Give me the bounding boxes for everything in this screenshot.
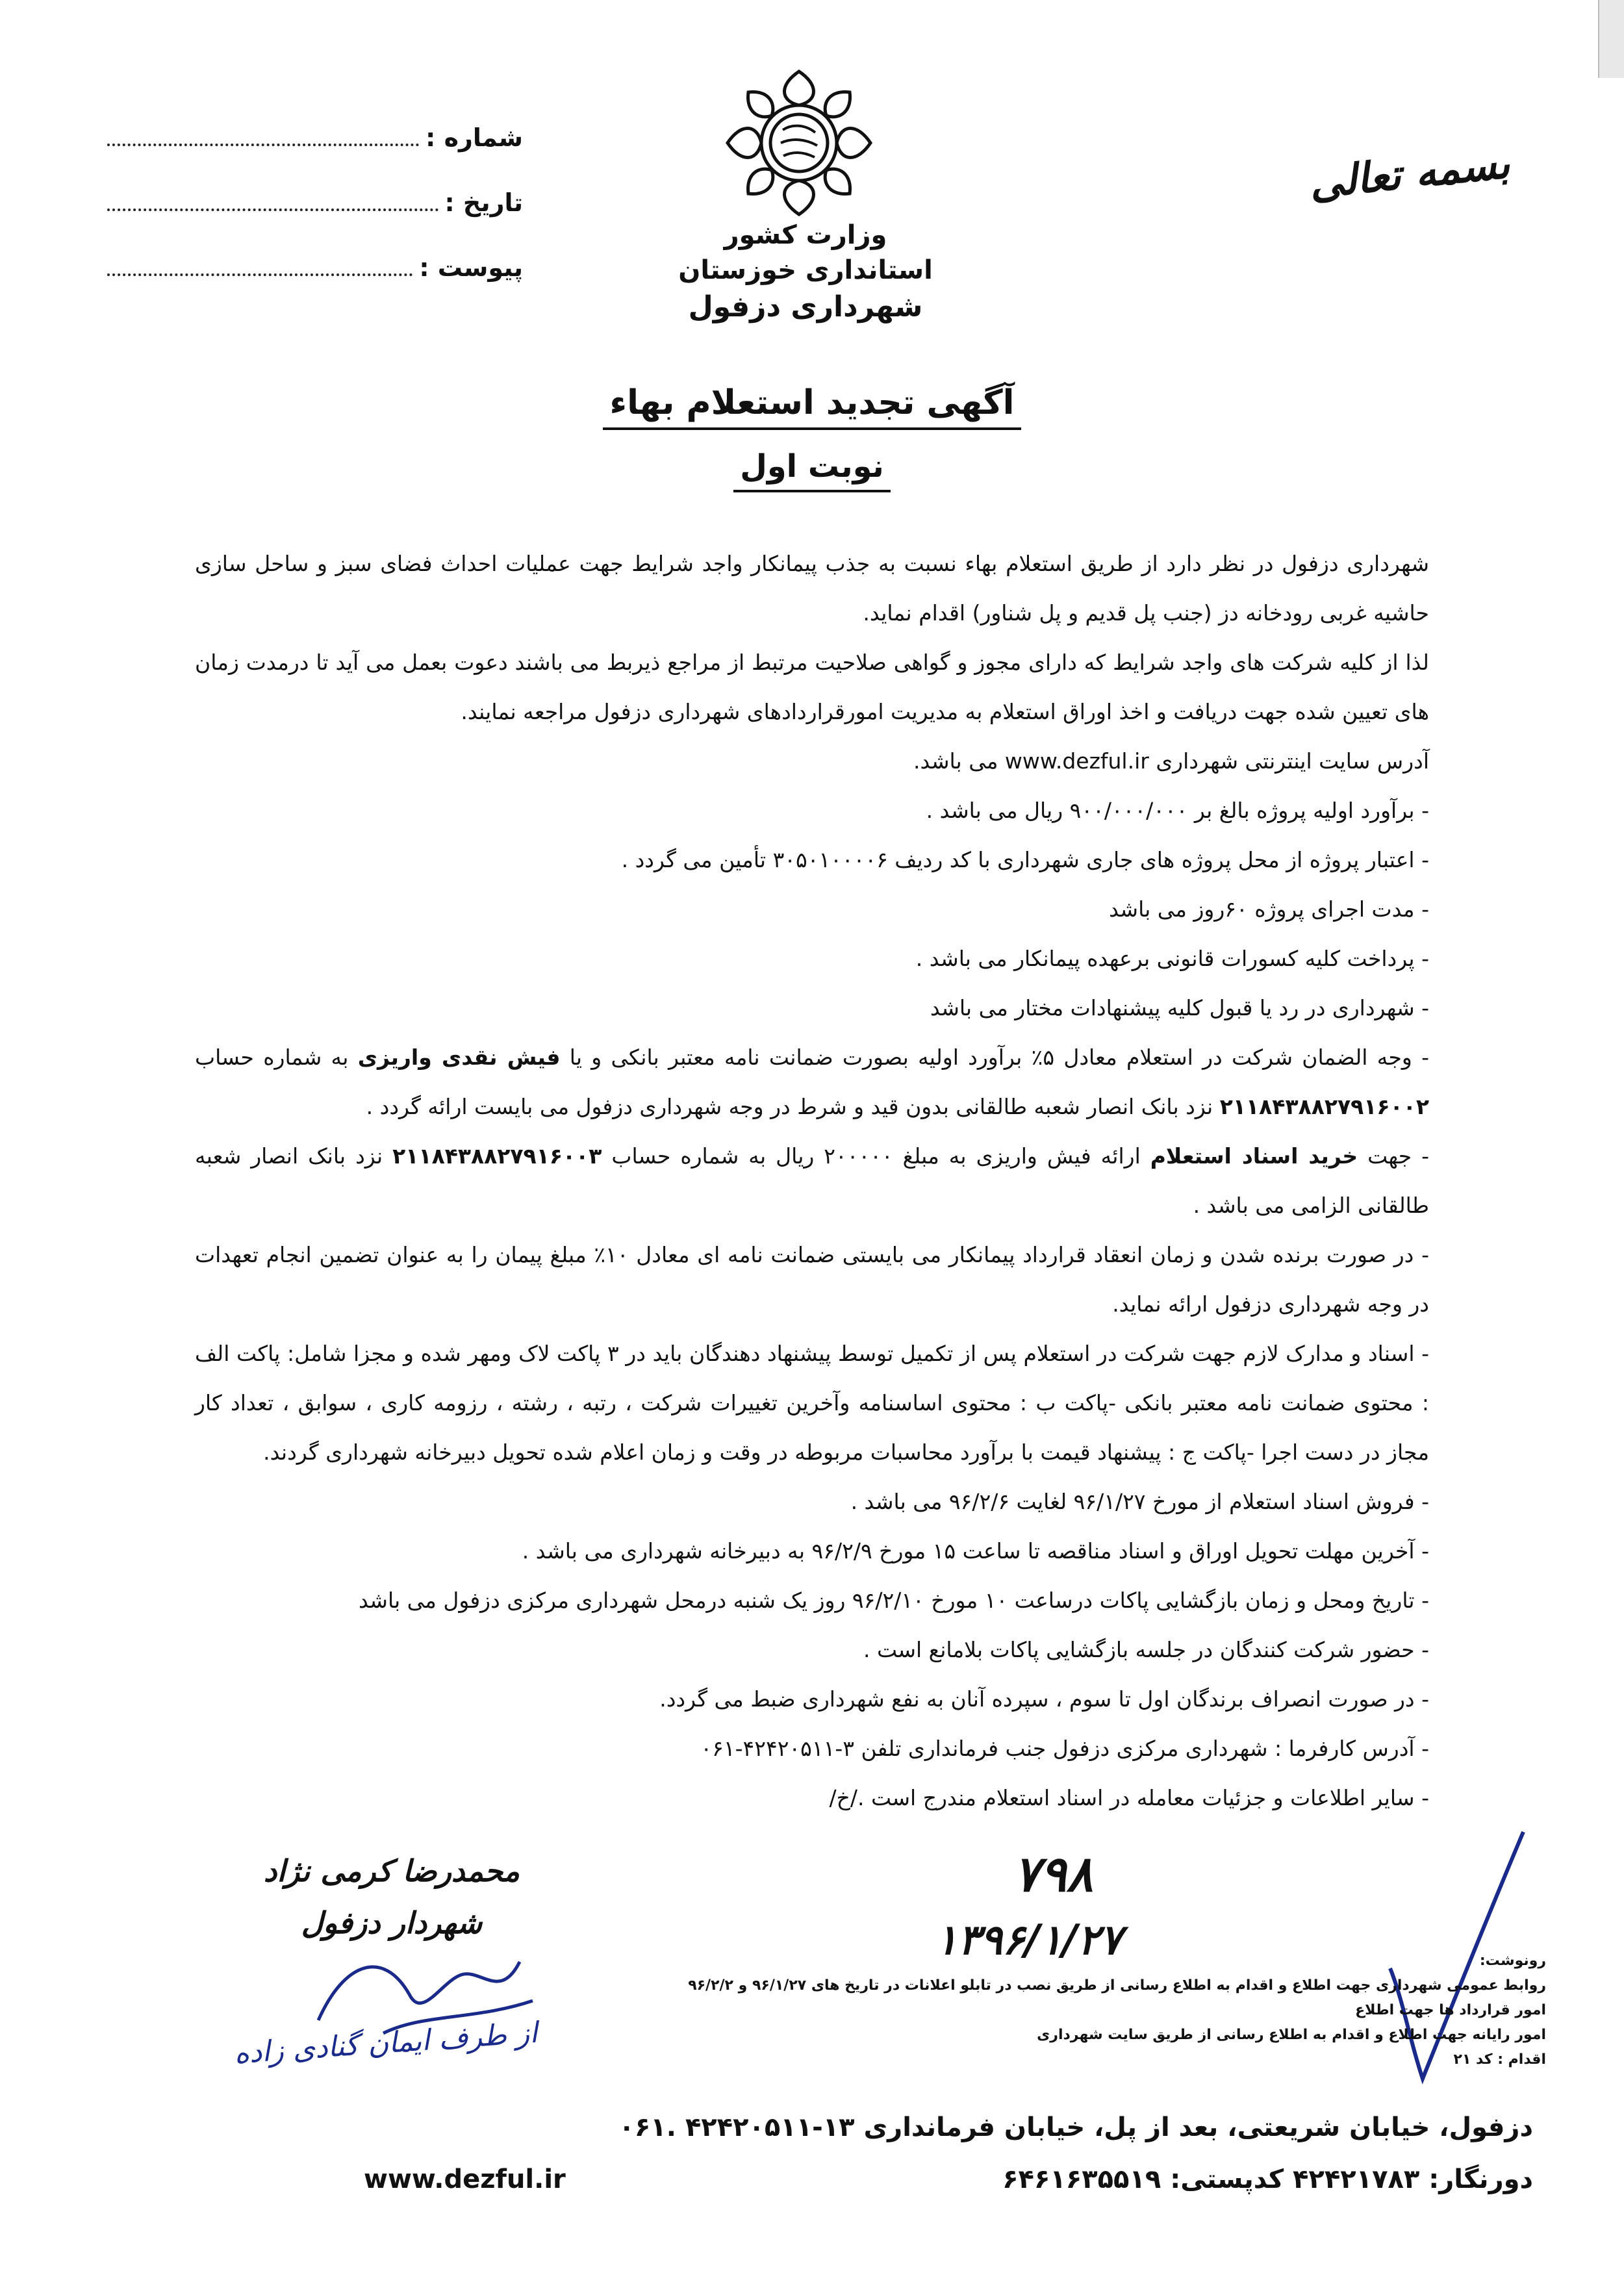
item-attendance: - حضور شرکت کنندگان در جلسه بازگشایی پاکات بلامانع است . <box>863 1637 1429 1662</box>
cc-label: رونوشت: <box>1479 1953 1546 1969</box>
basmala: بسمه تعالی <box>1307 139 1513 209</box>
notice-title: آگهی تجدید استعلام بهاء <box>603 383 1021 430</box>
item-deadline: - آخرین مهلت تحویل اوراق و اسناد مناقصه تا ساعت ۱۵ مورخ ۹۶/۲/۹ به دبیرخانه شهرداری می باشد . <box>522 1538 1429 1564</box>
website-line: آدرس سایت اینترنتی شهرداری www.dezful.ir می باشد. <box>913 748 1429 774</box>
guarantee-text-a: - وجه الضمان شرکت در استعلام معادل ۵٪ برآورد اولیه بصورت ضمانت نامه معتبر بانکی و یا <box>560 1045 1429 1070</box>
handwritten-letter-number: ۷۹۸ <box>1013 1845 1093 1903</box>
government-header <box>676 218 935 327</box>
meta-attachment-line <box>107 254 412 276</box>
cc-line-public-relations: روابط عمومی شهرداری جهت اطلاع و اقدام به اطلاع رسانی از طریق نصب در تابلو اعلانات در تاریخ های ۹۶/۱/۲۷ و ۹۶/۲/۲ <box>688 1977 1546 1994</box>
handwritten-letter-date: ۱۳۹۶/۱/۲۷ <box>935 1916 1123 1964</box>
footer-address: دزفول، خیابان شریعتی، بعد از پل، خیابان فرمانداری ۱۳-۴۲۴۲۰۵۱۱ .۰۶۱ <box>618 2112 1533 2142</box>
notice-subtitle: نوبت اول <box>733 448 891 492</box>
meta-number-row <box>107 123 523 188</box>
item-other-info: - سایر اطلاعات و جزئیات معامله در اسناد استعلام مندرج است ./خ/ <box>829 1785 1429 1810</box>
province-name: استانداری خوزستان <box>678 255 933 285</box>
purchase-text-c: نزد بانک انصار شعبه طالقانی الزامی می باشد . <box>195 1143 1429 1218</box>
page-corner-edge <box>1598 0 1624 78</box>
guarantee-account-number: ۲۱۱۸۴۳۸۸۲۷۹۱۶۰۰۲ <box>1219 1094 1429 1119</box>
cc-line-contracts: امور قرارداد ها جهت اطلاع <box>1355 2002 1546 2018</box>
guarantee-text-c: نزد بانک انصار شعبه طالقانی بدون قید و شرط در وجه شهرداری دزفول می بایست ارائه گردد . <box>366 1094 1220 1119</box>
copy-to-block <box>688 1949 1546 2072</box>
meta-date-row <box>107 188 523 253</box>
item-rights: - شهرداری در رد یا قبول کلیه پیشنهادات مختار می باشد <box>930 995 1429 1021</box>
cc-line-it: امور رایانه جهت اطلاع و اقدام به اطلاع رسانی از طریق سایت شهرداری <box>1037 2027 1546 2043</box>
meta-attachment-row <box>107 253 523 318</box>
guarantee-cash-receipt: فیش نقدی واریزی <box>357 1045 561 1070</box>
letterhead-footer <box>364 2101 1533 2205</box>
item-sale-dates: - فروش اسناد استعلام از مورخ ۹۶/۱/۲۷ لغایت ۹۶/۲/۶ می باشد . <box>850 1489 1429 1514</box>
purchase-paragraph <box>195 1132 1429 1230</box>
invitation-paragraph: لذا از کلیه شرکت های واجد شرایط که دارای مجوز و گواهی صلاحیت مرتبط از مراجع ذیربط می باشند دعوت بعمل می آید تا درمدت زمان های تعیین شده جهت دریافت و اخذ اوراق استعلام به مدیریت امورقراردادهای شهرداری دزفول مراجعه نمایند. <box>195 650 1429 724</box>
meta-number-line <box>107 124 419 146</box>
winner-paragraph: - در صورت برنده شدن و زمان انعقاد قرارداد پیمانکار می بایستی ضمانت نامه ای معادل ۱۰٪ مبلغ پیمان را به عنوان تضمین انجام تعهدات در وجه شهرداری دزفول ارائه نماید. <box>195 1242 1429 1317</box>
guarantee-text-b: به شماره حساب <box>195 1045 358 1070</box>
purchase-text-a: - جهت <box>1358 1143 1430 1169</box>
municipality-name: شهرداری دزفول <box>688 290 923 324</box>
item-opening: - تاریخ ومحل و زمان بازگشایی پاکات درساعت ۱۰ مورخ ۹۶/۲/۱۰ روز یک شنبه درمحل شهرداری مرکزی دزفول می باشد <box>358 1588 1429 1613</box>
documents-paragraph: - اسناد و مدارک لازم جهت شرکت در استعلام پس از تکمیل توسط پیشنهاد دهندگان باید در ۳ پاکت لاک ومهر شده و مجزا شامل: پاکت الف : محتوی ضمانت نامه معتبر بانکی -پاکت ب : محتوی اساسنامه وآخرین تغییرات شرکت ، رتبه ، رشته ، رزومه کاری ، سوابق ، تعداد کار مجاز در دست اجرا -پاکت ج : پیشنهاد قیمت با برآورد محاسبات مربوطه در وقت و زمان اعلام شده تحویل دبیرخانه شهرداری گردند. <box>195 1341 1430 1465</box>
meta-date-label: تاریخ : <box>444 188 523 217</box>
purchase-text-b: ارائه فیش واریزی به مبلغ ۲۰۰۰۰۰ ریال به شماره حساب <box>602 1143 1150 1169</box>
meta-number-label: شماره : <box>425 123 523 152</box>
notice-subtitle-wrap <box>0 448 1624 492</box>
purchase-account-number: ۲۱۱۸۴۳۸۸۲۷۹۱۶۰۰۳ <box>392 1143 602 1169</box>
signatory-position: شهردار دزفول <box>301 1905 483 1940</box>
letter-meta-block <box>107 123 523 318</box>
item-duration: - مدت اجرای پروژه ۶۰روز می باشد <box>1109 896 1429 922</box>
footer-website: www.dezful.ir <box>364 2164 566 2194</box>
ministry-name: وزارت کشور <box>724 220 887 250</box>
notice-body <box>195 539 1429 1823</box>
footer-contact-row <box>364 2153 1533 2205</box>
purchase-docs-bold: خرید اسناد استعلام <box>1150 1143 1358 1169</box>
notice-title-wrap <box>0 383 1624 430</box>
signature-on-behalf: از طرف ایمان گنادی زاده <box>233 2016 539 2071</box>
item-budget: - اعتبار پروژه از محل پروژه های جاری شهرداری با کد ردیف ۳۰۵۰۱۰۰۰۰۶ تأمین می گردد . <box>621 847 1429 872</box>
item-deductions: - پرداخت کلیه کسورات قانونی برعهده پیمانکار می باشد . <box>915 946 1429 971</box>
item-estimate: - برآورد اولیه پروژه بالغ بر ۹۰۰/۰۰۰/۰۰۰ ریال می باشد . <box>926 798 1429 823</box>
meta-date-line <box>107 189 438 211</box>
intro-paragraph: شهرداری دزفول در نظر دارد از طریق استعلام بهاء نسبت به جذب پیمانکار واجد شرایط جهت عملیات احداث فضای سبز و ساحل سازی حاشیه غربی رودخانه دز (جنب پل قدیم و پل شناور) اقدام نماید. <box>195 551 1429 626</box>
item-withdrawal: - در صورت انصراف برندگان اول تا سوم ، سپرده آنان به نفع شهرداری ضبط می گردد. <box>659 1686 1429 1712</box>
cc-action-code: اقدام : کد ۲۱ <box>1453 2051 1546 2068</box>
meta-attachment-label: پیوست : <box>419 253 523 282</box>
signatory-name: محمدرضا کرمی نژاد <box>263 1853 520 1888</box>
municipality-emblem <box>721 65 877 221</box>
item-employer-address: - آدرس کارفرما : شهرداری مرکزی دزفول جنب فرمانداری تلفن ۳-۴۲۴۲۰۵۱۱-۰۶۱ <box>700 1736 1429 1761</box>
guarantee-paragraph <box>195 1033 1429 1132</box>
footer-fax-postal: دورنگار: ۴۲۴۲۱۷۸۳ کدپستی: ۶۴۶۱۶۳۵۵۱۹ <box>1002 2164 1533 2194</box>
